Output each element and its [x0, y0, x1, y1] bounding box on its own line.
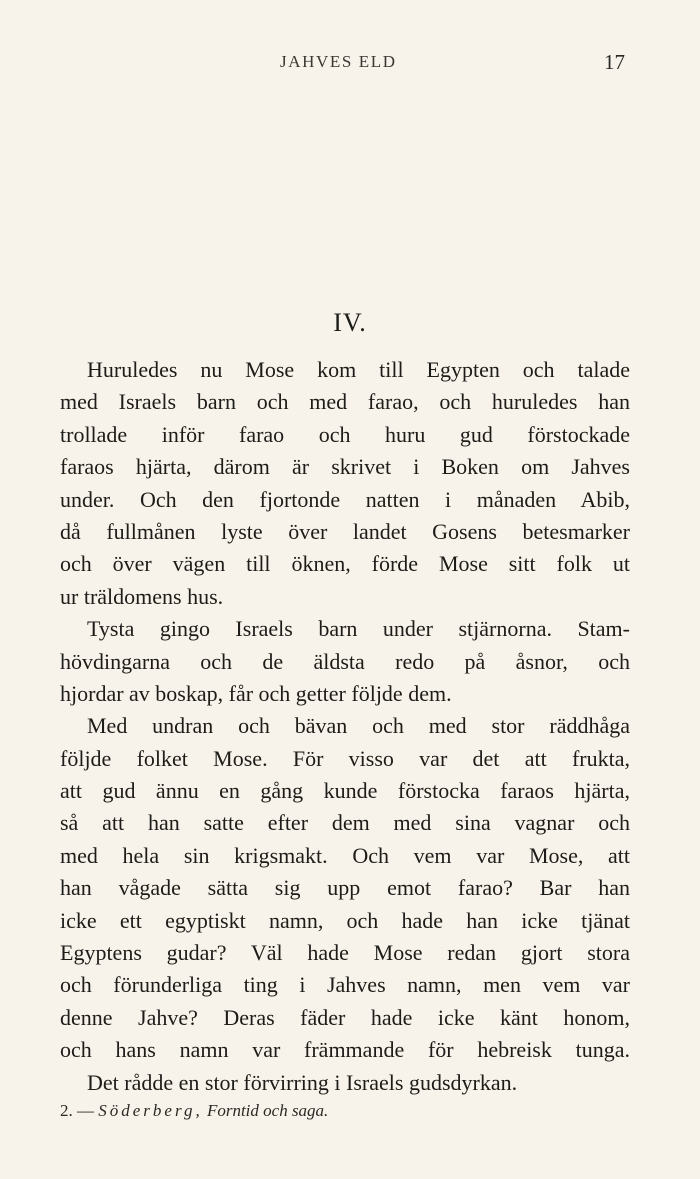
- text-line: faraos hjärta, därom är skrivet i Boken om Jahves: [60, 454, 630, 480]
- chapter-heading: IV.: [333, 308, 367, 337]
- text-line: så att han satte efter dem med sina vagnar och: [60, 810, 630, 836]
- text-line: och hans namn var främmande för hebreisk tunga.: [60, 1037, 630, 1063]
- text-line: hjordar av boskap, får och getter följde dem.: [60, 680, 452, 706]
- text-line: under. Och den fjortonde natten i månaden Abib,: [60, 486, 630, 512]
- text-line: denne Jahve? Deras fäder hade icke känt honom,: [60, 1004, 630, 1030]
- text-line: icke ett egyptiskt namn, och hade han icke tjänat: [60, 907, 630, 933]
- text-line: Egyptens gudar? Väl hade Mose redan gjort stora: [60, 940, 630, 966]
- signature-line: [60, 1101, 328, 1121]
- text-line: följde folket Mose. För visso var det att frukta,: [60, 745, 630, 771]
- text-line: med hela sin krigsmakt. Och vem var Mose, att: [60, 842, 630, 868]
- text-line: hövdingarna och de äldsta redo på åsnor, och: [60, 648, 630, 674]
- text-line: då fullmånen lyste över landet Gosens betesmarker: [60, 518, 630, 544]
- running-head: [0, 50, 700, 74]
- text-line: Tysta gingo Israels barn under stjärnorna. Stam-: [87, 616, 630, 642]
- text-line: och över vägen till öknen, förde Mose sitt folk ut: [60, 551, 630, 577]
- text-line: Det rådde en stor förvirring i Israels gudsdyrkan.: [87, 1069, 518, 1095]
- text-line: Med undran och bävan och med stor räddhåga: [87, 713, 630, 739]
- signature-work: Forntid och saga.: [206, 1101, 329, 1120]
- text-line: och förunderliga ting i Jahves namn, men vem var: [60, 972, 630, 998]
- text-line: att gud ännu en gång kunde förstocka faraos hjärta,: [60, 778, 630, 804]
- text-line: trollade inför farao och huru gud förstockade: [60, 421, 630, 447]
- signature-number: 2. —: [60, 1101, 94, 1120]
- text-line: han vågade sätta sig upp emot farao? Bar han: [60, 875, 630, 901]
- text-line: ur träldomens hus.: [60, 583, 224, 609]
- text-line: Huruledes nu Mose kom till Egypten och talade: [87, 357, 630, 382]
- page-number: 17: [604, 50, 625, 74]
- text-line: med Israels barn och med farao, och huruledes han: [60, 389, 630, 415]
- running-head-title: JAHVES ELD: [280, 52, 397, 71]
- signature-author: Söderberg,: [98, 1101, 203, 1120]
- body-text: [60, 354, 630, 1099]
